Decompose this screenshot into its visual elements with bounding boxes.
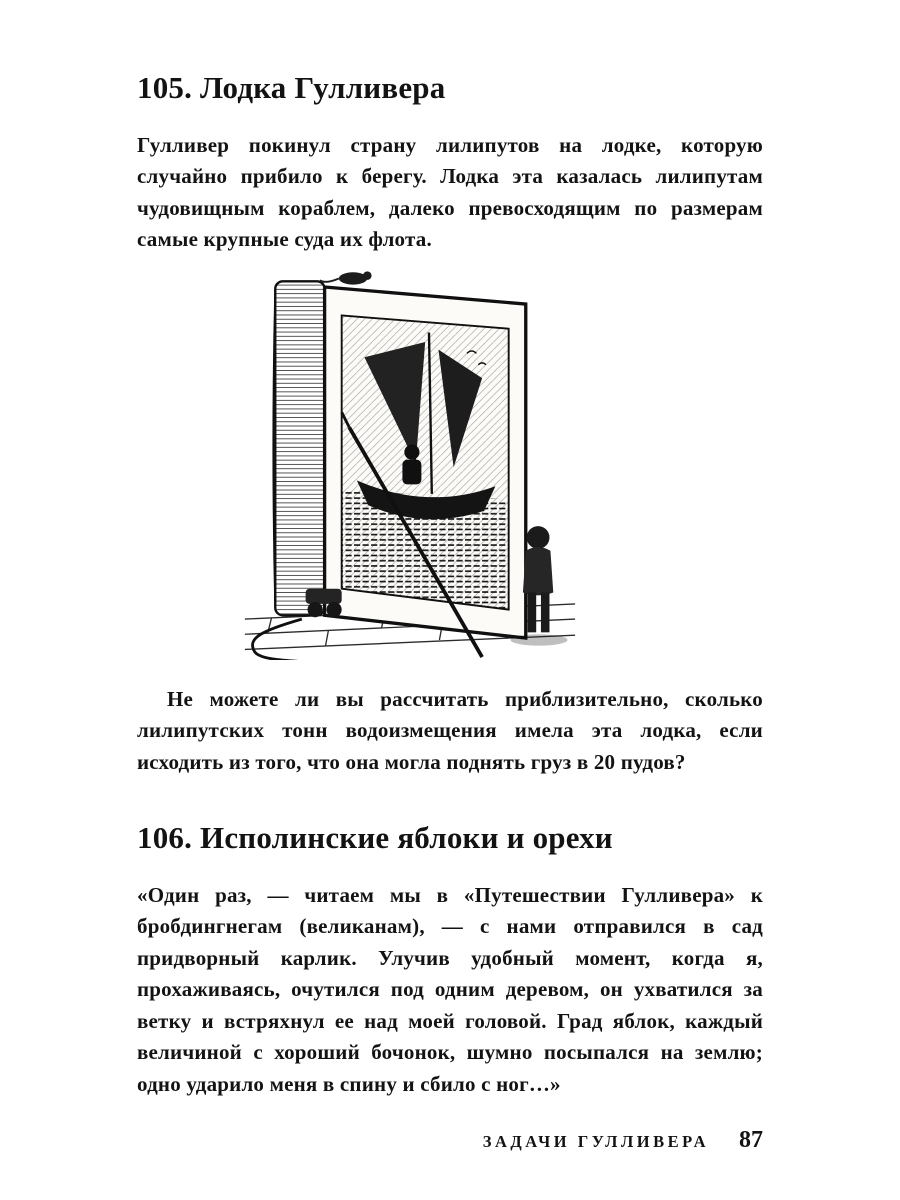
paragraph-intro: Гулливер покинул страну лилипутов на лодке, которую случайно прибило к берегу. Лодка эта казалась лилипутам чудовищным кораблем, далеко превосходящим по размерам самые крупные суда их флота. <box>137 132 763 252</box>
boatman-head <box>404 444 419 459</box>
page-footer <box>483 1127 763 1154</box>
paragraph-question: Не можете ли вы рассчитать приблизительно, сколько лилипутских тонн водоизмещения имела эта лодка, если исходить из того, что она могла поднять груз в 20 пудов? <box>137 686 763 774</box>
section-heading-106: 106. Исполинские яблоки и орехи <box>137 820 613 856</box>
rat-on-book <box>320 271 372 284</box>
page-content <box>137 70 763 1100</box>
running-title: ЗАДАЧИ ГУЛЛИВЕРА <box>482 1132 709 1151</box>
section-heading-105: 105. Лодка Гулливера <box>137 70 446 105</box>
boatman-body <box>402 459 421 484</box>
gulliver-boat-engraving-image <box>243 266 577 660</box>
page-number: 87 <box>739 1127 763 1153</box>
paragraph-quote: «Один раз, — читаем мы в «Путешествии Гулливера» к бробдингнегам (великанам), — с нами отправился в сад придворный карлик. Улучив удобный момент, когда я, прохаживаясь, очутился под одним деревом, он ухватился за ветку и встряхнул ее над моей головой. Град яблок, каждый величиной с хороший бочонок, шумно посыпался на землю; одно ударило меня в спину и сбило с ног…» <box>137 882 763 1096</box>
gulliver-boat-illustration <box>97 266 723 660</box>
book-pages <box>273 281 324 615</box>
